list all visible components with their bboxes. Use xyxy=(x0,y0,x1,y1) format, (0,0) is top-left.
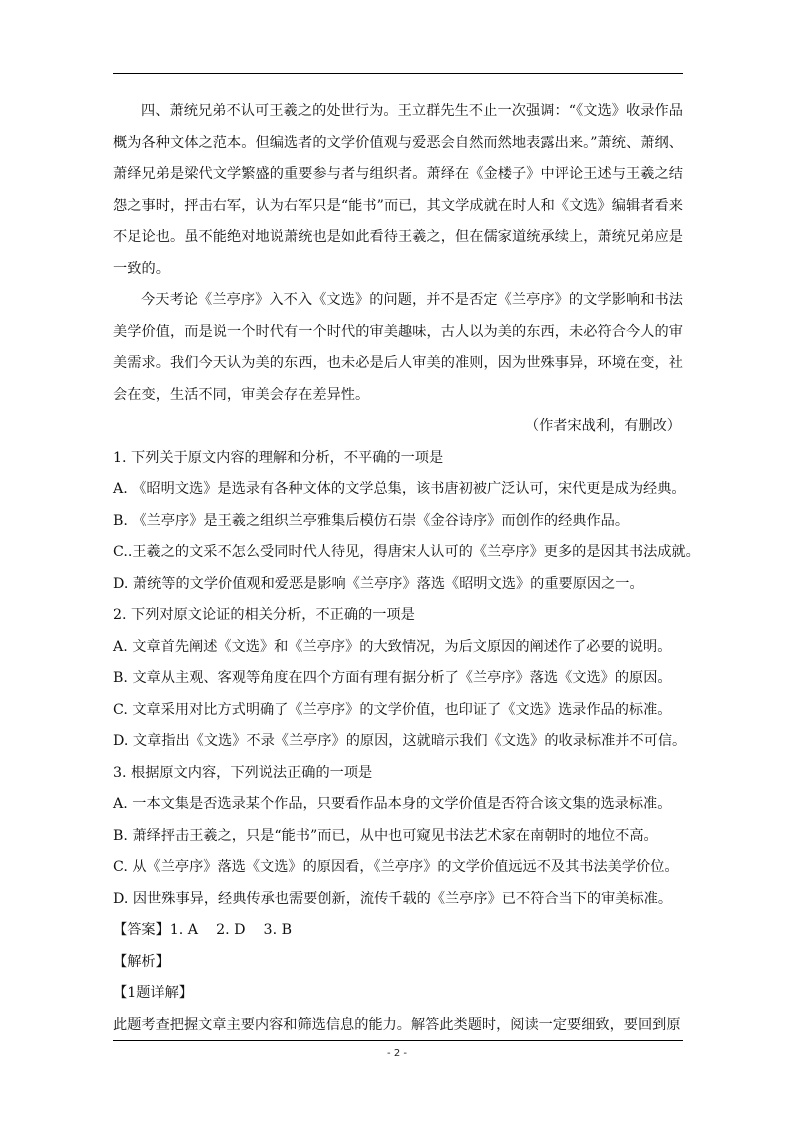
question-option: C. 文章采用对比方式明确了《兰亭序》的文学价值，也印证了《文选》选录作品的标准。 xyxy=(113,701,672,718)
question-option: A. 《昭明文选》是选录有各种文体的文学总集，该书唐初被广泛认可，宋代更是成为经典。 xyxy=(113,481,686,497)
header-rule xyxy=(113,73,683,74)
question-stem: 1. 下列关于原文内容的理解和分析，不平确的一项是 xyxy=(113,449,444,466)
question-stem: 3. 根据原文内容，下列说法正确的一项是 xyxy=(113,764,373,781)
question-option: D. 因世殊事异，经典传承也需要创新，流传千载的《兰亭序》已不符合当下的审美标准。 xyxy=(113,890,673,907)
answer-line: 【答案】1. A 2. D 3. B xyxy=(113,922,293,938)
question-option: B. 萧绎抨击王羲之，只是“能书”而已，从中也可窥见书法艺术家在南朝时的地位不高。 xyxy=(113,827,658,844)
body-paragraph: 四、萧统兄弟不认可王羲之的处世行为。王立群先生不止一次强调：“《文选》收录作品概为各种文体之范本。但编选者的文学价值观与爱恶会自然而然地表露出来。”萧统、萧纲、萧绎兄弟是梁代文学繁盛的重要参与者与组织者。萧绎在《金楼子》中评论王述与王羲之结怨之事时，抨击右军，认为右军只是“能书”而已，其文学成就在时人和《文选》编辑者看来不足论也。虽不能绝对地说萧统也是如此看待王羲之，但在儒家道统承续上，萧统兄弟应是一致的。 xyxy=(113,103,683,277)
question-option: A. 文章首先阐述《文选》和《兰亭序》的大致情况，为后文原因的阐述作了必要的说明。 xyxy=(113,638,672,655)
detail-text: 此题考查把握文章主要内容和筛选信息的能力。解答此类题时，阅读一定要细致，要回到原 xyxy=(113,1016,681,1033)
detail-heading: 【1题详解】 xyxy=(113,985,193,1001)
question-option: C..王羲之的文采不怎么受同时代人待见，得唐宋人认可的《兰亭序》更多的是因其书法成就。 xyxy=(113,544,700,560)
question-option: B. 文章从主观、客观等角度在四个方面有理有据分析了《兰亭序》落选《文选》的原因。 xyxy=(113,670,672,686)
question-option: D. 文章指出《文选》不录《兰亭序》的原因，这就暗示我们《文选》的收录标准并不可信。 xyxy=(113,733,687,749)
question-option: D. 萧统等的文学价值观和爱恶是影响《兰亭序》落选《昭明文选》的重要原因之一。 xyxy=(113,575,644,592)
page-content xyxy=(113,96,700,1041)
author-credit: （作者宋战利，有删改） xyxy=(524,418,681,434)
question-option: A. 一本文集是否选录某个作品，只要看作品本身的文学价值是否符合该文集的选录标准。 xyxy=(113,796,672,812)
question-stem: 2. 下列对原文论证的相关分析，不正确的一项是 xyxy=(113,607,415,623)
page-number: - 2 - xyxy=(387,1048,407,1059)
body-paragraph: 今天考论《兰亭序》入不入《文选》的问题，并不是否定《兰亭序》的文学影响和书法美学价值，而是说一个时代有一个时代的审美趣味，古人以为美的东西，未必符合今人的审美需求。我们今天认为美的东西，也未必是后人审美的准则，因为世殊事异，环境在变，社会在变，生活不同，审美会存在差异性。 xyxy=(113,292,683,403)
footer-rule xyxy=(113,1040,683,1041)
question-option: B. 《兰亭序》是王羲之组织兰亭雅集后模仿石崇《金谷诗序》而创作的经典作品。 xyxy=(113,512,630,529)
analysis-heading: 【解析】 xyxy=(113,953,170,970)
question-option: C. 从《兰亭序》落选《文选》的原因看，《兰亭序》的文学价值远远不及其书法美学价位。 xyxy=(113,859,679,875)
